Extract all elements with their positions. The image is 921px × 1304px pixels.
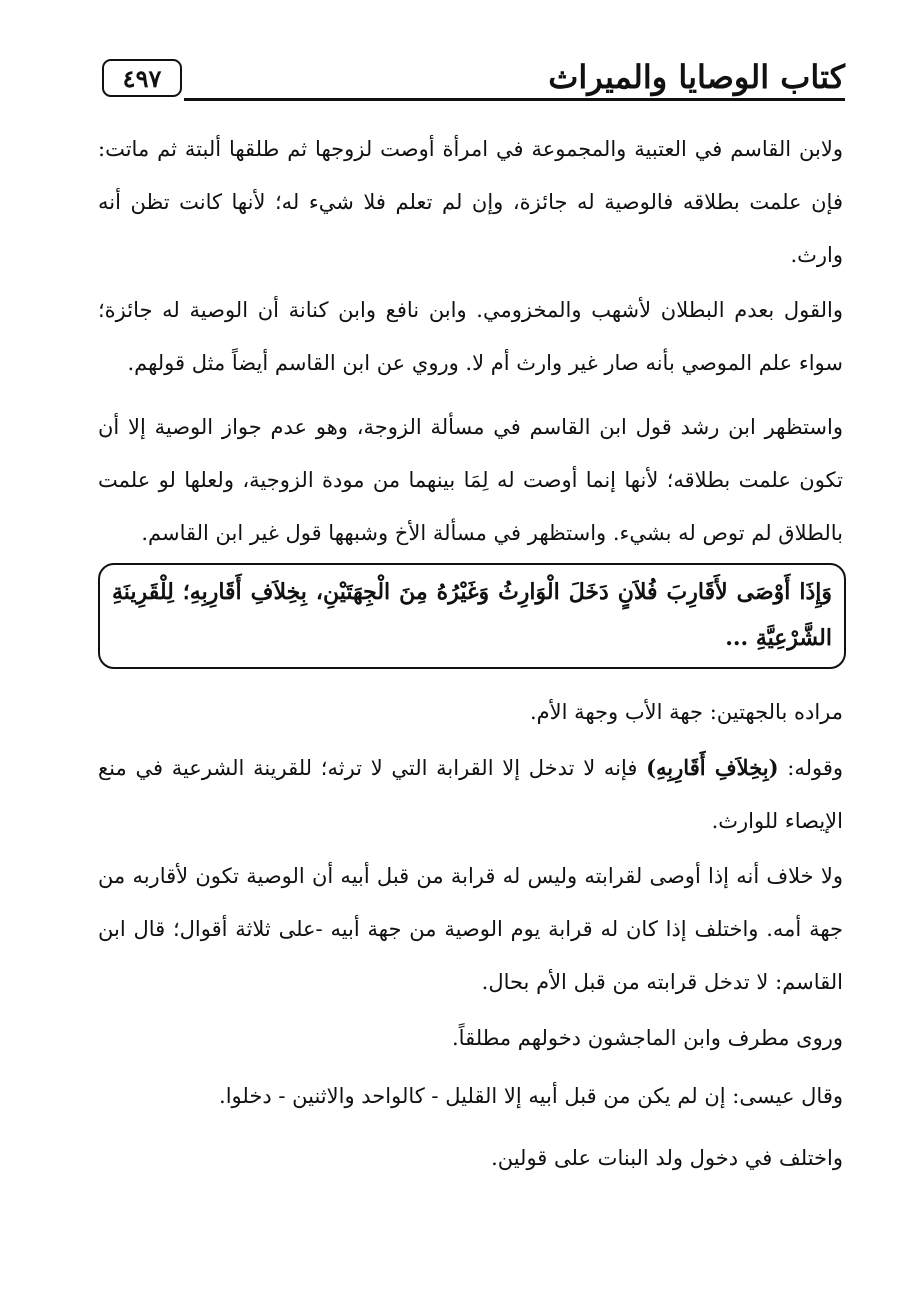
paragraph-jihatayn: مراده بالجهتين: جهة الأب وجهة الأم. <box>529 700 843 724</box>
paragraph-ashhab-opinion: والقول بعدم البطلان لأشهب والمخزومي. وابن نافع وابن كنانة أن الوصية له جائزة؛ سواء علم الموصي بأنه صار غير وارث أم لا. وروي عن ابن القاسم أيضاً مثل قولهم. <box>98 298 843 375</box>
page-header <box>100 55 845 107</box>
book-title: كتاب الوصايا والميراث <box>548 58 845 96</box>
paragraph-ibn-rushd: واستظهر ابن رشد قول ابن القاسم في مسألة الزوجة، وهو عدم جواز الوصية إلا أن تكون علمت بطلاقه؛ لأنها إنما أوصت له لِمَا بينهما من مودة الزوجية، ولعلها لو علمت بالطلاق لم توص له بشيء. واستظهر في مسألة الأخ وشبهها قول غير ابن القاسم. <box>98 415 843 545</box>
matn-quote-text: وَإِذَا أَوْصَى لأَقَارِبَ فُلاَنٍ دَخَلَ الْوَارِثُ وَغَيْرُهُ مِنَ الْجِهَتَيْنِ، بِخِلاَفِ أَقَارِبِهِ؛ لِلْقَرِينَةِ الشَّرْعِيَّةِ ... <box>112 579 832 651</box>
paragraph-mutarrif: وروى مطرف وابن الماجشون دخولهم مطلقاً. <box>452 1026 843 1050</box>
paragraph-aqaribihi-prefix: وقوله: <box>778 756 844 780</box>
header-rule <box>184 98 845 101</box>
paragraph-aqaribihi-quote: (بِخِلاَفِ أَقَارِبِهِ) <box>646 755 779 780</box>
matn-quote-box <box>98 563 846 669</box>
paragraph-aqaribihi-suffix: فإنه لا تدخل إلا القرابة التي لا ترثه؛ للقرينة الشرعية في منع الإيصاء للوارث. <box>98 756 843 833</box>
paragraph-ibn-alqasim-wife: ولابن القاسم في العتبية والمجموعة في امرأة أوصت لزوجها ثم طلقها ألبتة ثم ماتت: فإن علمت بطلاقه فالوصية له جائزة، وإن لم تعلم فلا شيء له؛ لأنها كانت تظن أنه وارث. <box>98 137 843 267</box>
paragraph-daughters: واختلف في دخول ولد البنات على قولين. <box>491 1146 843 1170</box>
paragraph-aqaribihi <box>98 741 843 848</box>
page-number: ٤٩٧ <box>102 59 182 97</box>
paragraph-isa: وقال عيسى: إن لم يكن من قبل أبيه إلا القليل - كالواحد والاثنين - دخلوا. <box>219 1084 843 1108</box>
paragraph-no-dispute: ولا خلاف أنه إذا أوصى لقرابته وليس له قرابة من قبل أبيه أن الوصية تكون لأقاربه من جهة أمه. واختلف إذا كان له قرابة يوم الوصية من جهة أبيه -على ثلاثة أقوال؛ قال ابن القاسم: لا تدخل قرابته من قبل الأم بحال. <box>98 864 843 994</box>
